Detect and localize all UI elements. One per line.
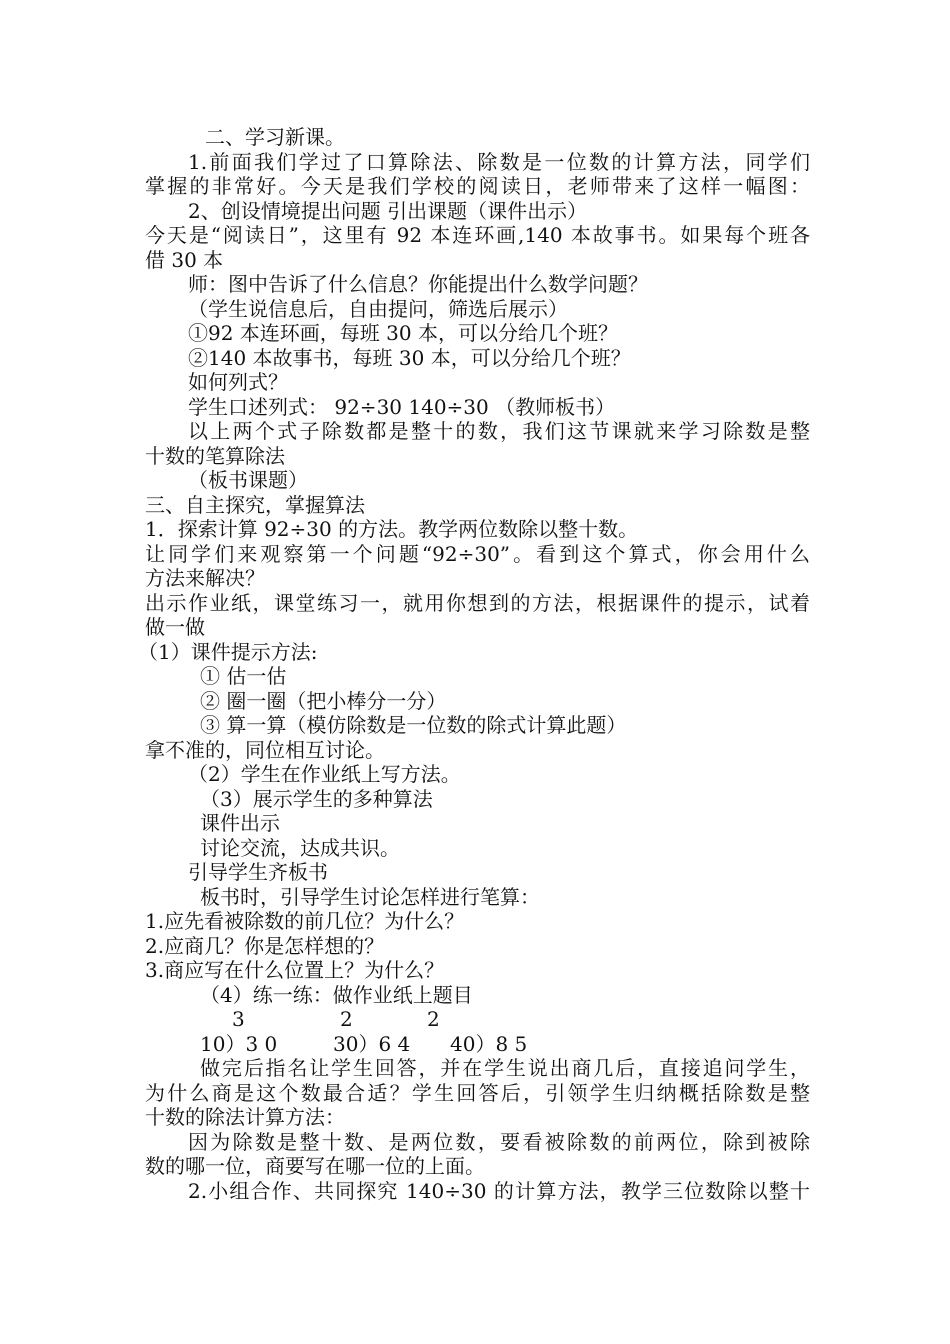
- paragraph-line: 十数的除法计算方法：: [145, 1105, 345, 1129]
- paragraph-line: 2、创设情境提出问题 引出课题（课件出示）: [188, 198, 588, 223]
- quotient-2: 2: [340, 1007, 353, 1031]
- paragraph-line: 借 30 本: [145, 247, 224, 272]
- paragraph-line: （4）练一练：做作业纸上题目: [200, 982, 473, 1007]
- question-line: 1.应先看被除数的前几位？为什么？: [145, 909, 465, 933]
- paragraph-line: 拿不准的，同位相互讨论。: [145, 737, 385, 762]
- paragraph-line: （3）展示学生的多种算法: [200, 786, 433, 811]
- paragraph-line: 做完后指名让学生回答，并在学生说出商几后，直接追问学生，: [200, 1056, 810, 1080]
- paragraph-line: 2.小组合作、共同探究 140÷30 的计算方法，教学三位数除以整十: [188, 1178, 810, 1203]
- paragraph-line: 数的哪一位，商要写在哪一位的上面。: [145, 1154, 485, 1178]
- paragraph-line: ①92 本连环画，每班 30 本，可以分给几个班？: [188, 321, 618, 345]
- paragraph-line: 讨论交流，达成共识。: [200, 835, 400, 860]
- paragraph-line: 1．探索计算 92÷30 的方法。教学两位数除以整十数。: [145, 517, 639, 541]
- paragraph-line: （1）课件提示方法:: [138, 639, 318, 664]
- list-item: ③ 算一算（模仿除数是一位数的除式计算此题）: [200, 713, 627, 737]
- paragraph-line: （2）学生在作业纸上写方法。: [188, 762, 461, 786]
- list-item: ② 圈一圈（把小棒分一分）: [200, 688, 447, 713]
- list-item: ① 估一估: [200, 664, 287, 688]
- paragraph-line: 引导学生齐板书: [188, 860, 328, 884]
- paragraph-line: （学生说信息后，自由提问，筛选后展示）: [188, 296, 568, 321]
- paragraph-line: 为什么商是这个数最合适？学生回答后，引领学生归纳概括除数是整: [145, 1080, 810, 1105]
- paragraph-line: 课件出示: [200, 811, 280, 835]
- paragraph-line: （板书课题）: [188, 468, 308, 492]
- paragraph-line: 掌握的非常好。今天是我们学校的阅读日，老师带来了这样一幅图：: [145, 174, 810, 198]
- paragraph-line: 板书时，引导学生讨论怎样进行笔算：: [200, 884, 540, 909]
- paragraph-line: 方法来解决？: [145, 566, 265, 590]
- section-heading-3: 三、自主探究，掌握算法: [145, 492, 365, 517]
- paragraph-line: 出示作业纸，课堂练习一，就用你想到的方法，根据课件的提示，试着: [145, 590, 810, 615]
- document-body: [138, 125, 810, 1203]
- division-problem-3: 40）8 5: [450, 1031, 528, 1056]
- division-problem-2: 30）6 4: [333, 1031, 411, 1056]
- division-problems: [145, 1032, 810, 1057]
- division-problem-1: 10）3 0: [200, 1031, 278, 1056]
- division-quotients: [145, 1007, 810, 1032]
- paragraph-line: 如何列式？: [188, 370, 288, 394]
- paragraph-line: 师：图中告诉了什么信息？你能提出什么数学问题？: [188, 272, 648, 296]
- question-line: 2.应商几？你是怎样想的？: [145, 933, 385, 958]
- paragraph-line: 十数的笔算除法: [145, 443, 285, 468]
- paragraph-line: 让同学们来观察第一个问题“92÷30”。看到这个算式，你会用什么: [145, 541, 810, 566]
- paragraph-line: 1.前面我们学过了口算除法、除数是一位数的计算方法，同学们: [188, 149, 810, 174]
- paragraph-line: ②140 本故事书，每班 30 本，可以分给几个班？: [188, 345, 631, 370]
- paragraph-line: 因为除数是整十数、是两位数，要看被除数的前两位，除到被除: [188, 1129, 810, 1154]
- section-heading-2: 二、学习新课。: [205, 125, 345, 149]
- quotient-1: 3: [232, 1007, 245, 1031]
- paragraph-line: 学生口述列式： 92÷30 140÷30 （教师板书）: [188, 394, 616, 419]
- quotient-3: 2: [427, 1007, 440, 1031]
- question-line: 3.商应写在什么位置上？为什么？: [145, 958, 445, 982]
- paragraph-line: 今天是“阅读日”，这里有 92 本连环画,140 本故事书。如果每个班各: [145, 223, 810, 247]
- paragraph-line: 做一做: [145, 615, 205, 639]
- paragraph-line: 以上两个式子除数都是整十的数，我们这节课就来学习除数是整: [188, 419, 810, 443]
